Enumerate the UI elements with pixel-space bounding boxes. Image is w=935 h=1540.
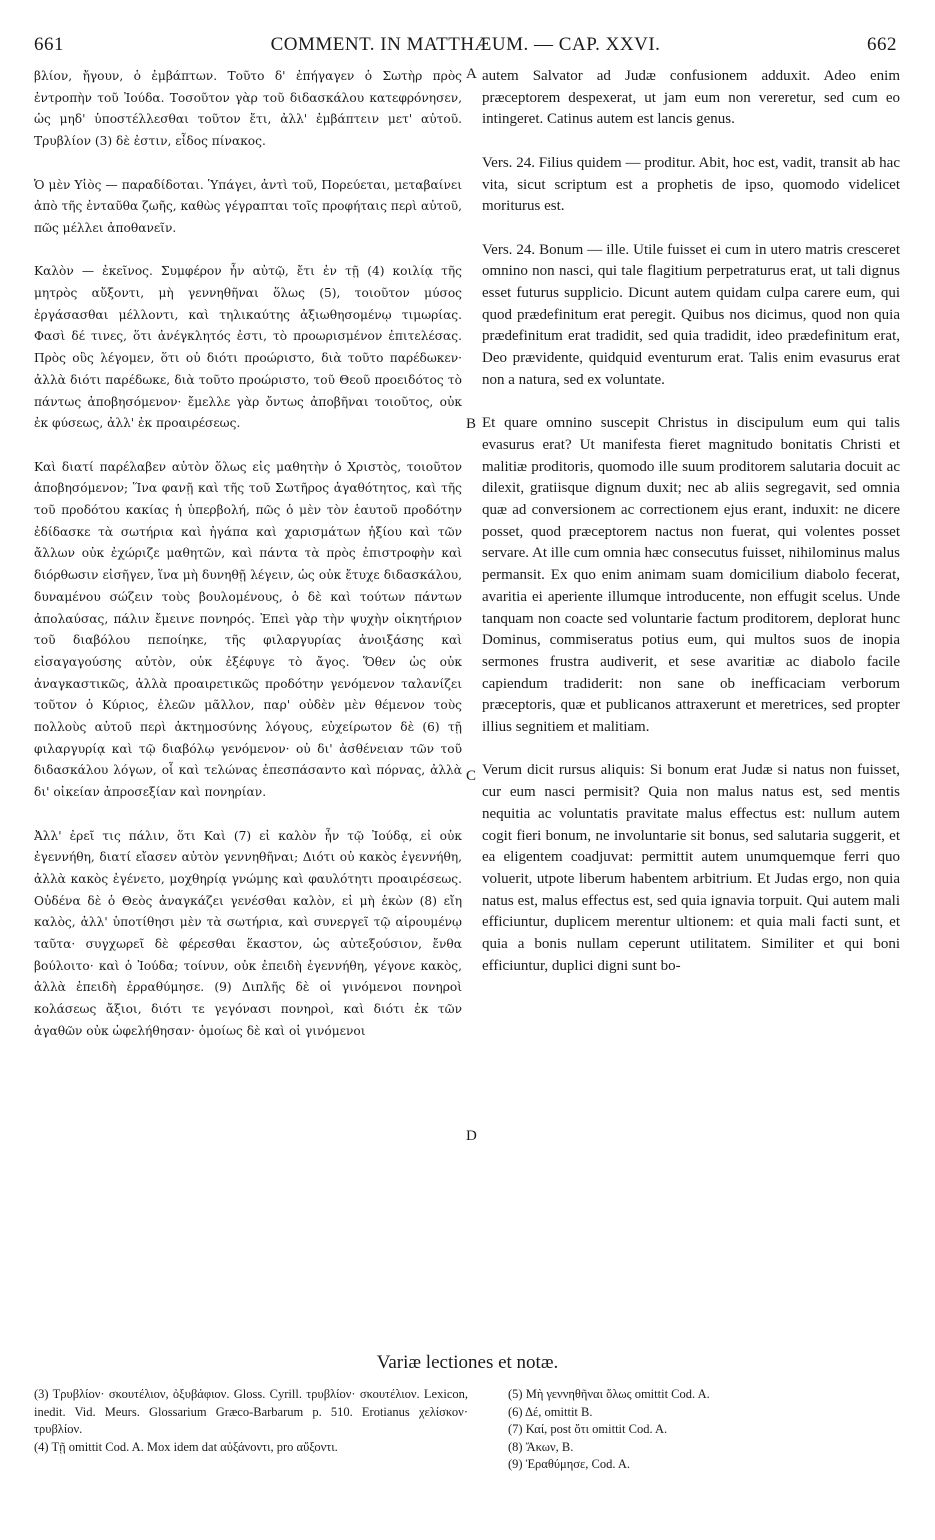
greek-paragraph: Καὶ διατί παρέλαβεν αὐτὸν ὅλως εἰς μαθητὴν ὁ Χριστὸς, τοιοῦτον ἀποβησόμενον; Ἵνα φανῇ καὶ τῆς τοῦ Σωτῆρος ἀγαθότητος, καὶ τῆς τοῦ προδότου κακίας ἡ ὑπερβολή, πῶς ὁ μὲν τὸν ἑαυτοῦ προδότην ἐδίδασκε τὰ σωτήρια καὶ ἠγάπα καὶ χαρισμάτων ἠξίου καὶ τῶν ἄλλων οὐκ ἐχώριζε μαθητῶν, καὶ πάντα τὰ πρὸς ἐπιστροφὴν καὶ διόρθωσιν εἰσῆγεν, ἵνα μὴ δυνηθῇ λέγειν, ὡς οὐκ ἔτυχε διδασκάλου, δυναμένου σώζειν τοὺς βουλομένους, ὁ δὲ καὶ τούτων πάντων ἀπολαύσας, πάλιν ἔμεινε πονηρός. Ἐπεὶ γὰρ τὴν ψυχὴν οἰκητήριον τοῦ διαβόλου πεποίηκε, τῆς φιλαργυρίας ἀνοιξάσης καὶ εἰσαγαγούσης αὐτὸν, οὐκ ἐξέφυγε τὸ ἄγος. Ὅθεν ὡς οὐκ ἀναγκαστικῶς, ἀλλὰ προαιρετικῶς προδότην γενόμενον ταλανίζει τοῦτον ὁ Κύριος, ἐλεῶν μᾶλλον, παρ' οὐδὲν μὲν θέμενον τοὺς πολλοὺς αὐτοῦ περὶ ἀκτημοσύνης λόγους, εὐχείρωτον δὲ (6) τῇ φιλαργυρίᾳ καὶ τῷ διαβόλῳ γενόμενον· οὐ δι' ἀσθένειαν τῶν τοῦ διδασκάλου λόγων, οἷ καὶ τελώνας ἐπεσπάσαντο καὶ πόρνας, ἀλλὰ δι' οἰκείαν ἀπροσεξίαν καὶ πονηρίαν.: [34, 459, 462, 800]
latin-text-column: [482, 66, 900, 1348]
latin-paragraph: autem Salvator ad Judæ confusionem adduxit. Adeo enim præceptorem despexerat, ut jam eum non vereretur, sed cum eo intingeret. Catinus autem est lancis genus.: [482, 68, 900, 128]
note-item: (9) Ἐραθύμησε, Cod. A.: [508, 1457, 631, 1471]
note-item: (8) Ἄκων, B.: [508, 1439, 574, 1454]
margin-mark-a: A: [466, 66, 477, 82]
notes-right-column: [508, 1386, 900, 1474]
note-item: (4) Τῇ omittit Cod. A. Mox idem dat αὐξάνοντι, pro αὔξοντι.: [34, 1439, 338, 1454]
page-number-right: 662: [867, 34, 897, 55]
page-number-left: 661: [34, 34, 64, 55]
margin-mark-d: D: [466, 1128, 477, 1144]
notes-heading: Variæ lectiones et notæ.: [376, 1352, 559, 1373]
greek-paragraph: Ἀλλ' ἐρεῖ τις πάλιν, ὅτι Καὶ (7) εἰ καλὸν ἦν τῷ Ἰούδᾳ, εἰ οὐκ ἐγεννήθη, διατί εἴασεν αὐτὸν γεννηθῆναι; Διότι οὐ κακὸς ἐγεννήθη, ἀλλὰ κακὸς ἐγένετο, μοχθηρίᾳ γνώμης καὶ φαυλότητι προαιρέσεως. Οὐδένα δὲ ὁ Θεὸς ἀναγκάζει γενέσθαι καλὸν, εἰ μὴ ἑκὼν (8) εἴη καλὸς, ἀλλ' ὑποτίθησι μὲν τὰ σωτήρια, καὶ συνεργεῖ τῷ αἱρουμένῳ ταῦτα· συγχωρεῖ δὲ φέρεσθαι ἕκαστον, ὡς αὐτεξούσιον, ἔνθα βούλοιτο· καὶ ὁ Ἰούδα; τοίνυν, οὐκ ἐπειδὴ ἐγεννήθη, γέγονε κακὸς, ἀλλὰ ἐπειδὴ ἐρραθύμησε. (9) Διπλῆς δὲ οἱ γινόμενοι πονηροὶ κολάσεως ἄξιοι, διότι τε γεγόνασι πονηροὶ, καὶ διότι ἐκ τῶν ἀγαθῶν οὐκ ὠφελήθησαν· ὁμοίως δὲ καὶ οἱ γινόμενοι: [34, 828, 462, 1038]
latin-paragraph: Et quare omnino suscepit Christus in discipulum eum qui talis evasurus erat? Ut manifesta fieret magnitudo bonitatis Christi et malitiæ proditoris, quomodo ille suum proditorem salutaria docuit ac dilexit, gratiisque dignum duxit; nec ab aliis segregavit, sed omnia quæ ad conversionem ac correctionem ejus erant, induxit: ne dicere posset, quod præceptorem nactus non fuerat, qui volentes posset servare. At ille cum omnia hæc consecutus fuisset, nihilominus malus permansit. Ex quo enim animam suam domicilium diabolo fecerat, avaritia ei aperiente illumque introducente, non effugit scelus. Unde tanquam non coacte sed voluntarie factum proditorem, deplorat hunc Dominus, commiseratus potius eum, qui multos suos de inopia sermones frustra audiverit, et sese avaritiæ ac diabolo facile capiendum tradiderit: non sane ob inefficaciam verborum præceptoris, quæ et publicanos attraxerunt et meretrices, sed propter illius segnitiem et malitiam.: [482, 415, 900, 736]
greek-paragraph: Καλὸν — ἐκεῖνος. Συμφέρον ἦν αὐτῷ, ἔτι ἐν τῇ (4) κοιλίᾳ τῆς μητρὸς αὔξοντι, μὴ γεννηθῆναι ὅλως (5), τοιοῦτον μύσος ἐργάσασθαι μέλλοντι, καὶ τηλικαύτης ἀξιωθησομένῳ τιμωρίας. Φασὶ δέ τινες, ὅτι ἀνέγκλητός ἐστι, τὸ προωρισμένον ἐπιτελέσας. Πρὸς οὓς λέγομεν, ὅτι οὐ διότι προώριστο, διὰ τοῦτο παρέδωκεν· ἀλλὰ διότι παρέδωκε, διὰ τοῦτο προώριστο, τοῦ Θεοῦ προειδότος τὸ πάντως ἀποβησόμενον· ἔμελλε γὰρ ὄντως ἀποβῆναι τοιοῦτος, οὐκ ἐκ φύσεως, ἀλλ' ἐκ προαιρέσεως.: [34, 264, 462, 431]
latin-paragraph: Vers. 24. Filius quidem — proditur. Abit, hoc est, vadit, transit ab hac vita, sicut scriptum est a prophetis de ipso, quomodo videlicet moriturus est.: [482, 154, 900, 215]
notes-left-column: [34, 1386, 468, 1456]
running-title: COMMENT. IN MATTHÆUM. — CAP. XXVI.: [270, 34, 661, 55]
greek-paragraph: Ὁ μὲν Υἱὸς — παραδίδοται. Ὑπάγει, ἀντὶ τοῦ, Πορεύεται, μεταβαίνει ἀπὸ τῆς ἐνταῦθα ζωῆς, καθὼς γέγραπται τοῖς προφήταις περὶ αὐτοῦ, πῶς μέλλει ἀποθανεῖν.: [34, 177, 462, 235]
greek-text-column: [34, 66, 462, 1348]
margin-mark-b: B: [466, 416, 477, 432]
latin-paragraph: Vers. 24. Bonum — ille. Utile fuisset ei cum in utero matris cresceret omnino non nasci, qui tale flagitium perpetraturus erat, ut tali dignus esset futurus supplicio. Dicunt autem quidam culpa carere eum, qui quod prædefinitum erat peregit. Quibus nos dicimus, quod non quia prædefinitum erat tradidit, sed quia tradidit, ideo prædefinitum erat, Deo prævidente, quidquid eventurum erat. Talis enim evasurus erat non a natura, sed ex voluntate.: [482, 241, 900, 388]
note-item: (7) Καί, post ὅτι omittit Cod. A.: [508, 1422, 668, 1436]
running-header: [34, 34, 897, 60]
greek-paragraph: βλίον, ἤγουν, ὁ ἐμβάπτων. Τοῦτο δ' ἐπήγαγεν ὁ Σωτὴρ πρὸς ἐντροπὴν τοῦ Ἰούδα. Τοσοῦτον γὰρ τοῦ διδασκάλου κατεφρόνησεν, ὡς μηδ' ὑποστέλλεσθαι τοῦτον ἔτι, ἀλλ' ἐμβάπτειν μετ' αὐτοῦ. Τρυβλίον (3) δὲ ἐστιν, εἶδος πίνακος.: [34, 69, 462, 149]
note-item: (5) Μὴ γεννηθῆναι ὅλως omittit Cod. A.: [508, 1387, 710, 1401]
margin-mark-c: C: [466, 768, 477, 784]
note-item: (6) Δέ, omittit B.: [508, 1404, 593, 1419]
latin-paragraph: Verum dicit rursus aliquis: Si bonum erat Judæ si natus non fuisset, cur eum nasci permisit? Quia non malus natus est, sed mentis nequitia ac voluntatis pravitate malus effectus est: nullum autem cogit fieri bonum, ne involuntarie sit bonus, sed salutaria suggerit, et ea eligentem coadjuvat: permittit autem unumquemque ferri quo voluerit, utpote liberum habentem arbitrium. Et Judas ergo, non quia natus est, malus effectus est, sed quia ignavia torpuit. Qui autem mali efficiuntur, duplicem merentur ultionem: et quia mali facti sunt, et quia a bonis nullam ceperunt utilitatem. Similiter et qui boni efficiuntur, duplici digni sunt bo-: [482, 762, 900, 974]
note-item: (3) Τρυβλίον· σκουτέλιον, ὀξυβάφιον. Gloss. Cyrill. τρυβλίον· σκουτέλιον. Lexicon, inedit. Vid. Meurs. Glossarium Græco-Barbarum p. 510. Erotianus χελίσκον· τρυβλίον.: [34, 1387, 468, 1436]
